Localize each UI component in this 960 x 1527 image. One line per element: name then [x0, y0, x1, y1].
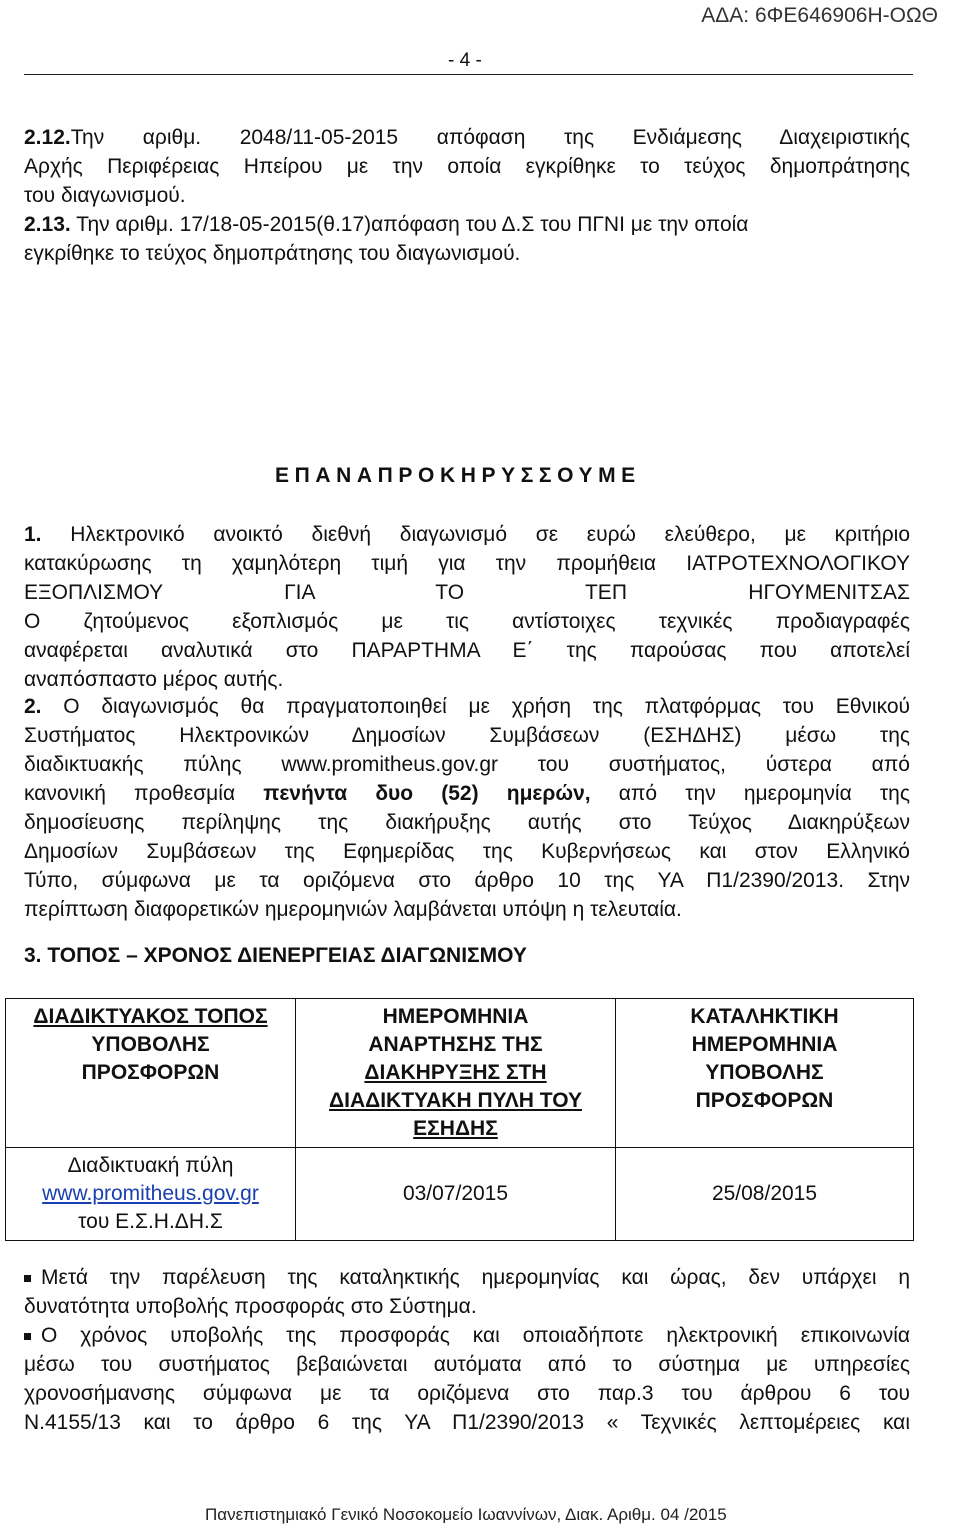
- p2-number: 2.: [24, 695, 42, 718]
- promitheus-link[interactable]: www.promitheus.gov.gr: [42, 1182, 259, 1205]
- header-deadline-line-2: ΗΜΕΡΟΜΗΝΙΑ: [691, 1033, 838, 1056]
- bullet-2-line-1: [24, 1321, 910, 1350]
- value-cell-deadline: 25/08/2015: [616, 1148, 914, 1241]
- p1-number: 1.: [24, 523, 42, 546]
- value-cell-site: [6, 1148, 296, 1241]
- p2-line-7: Τύπο, σύμφωνα με τα οριζόμενα στο άρθρο 10 της ΥΑ Π1/2390/2013. Στην: [24, 869, 910, 892]
- header-posting-line-2: ΑΝΑΡΤΗΣΗΣ ΤΗΣ: [368, 1033, 543, 1056]
- p2-text-4c: από την ημερομηνία της: [590, 782, 910, 805]
- header-deadline-line-3: ΥΠΟΒΟΛΗΣ: [705, 1061, 824, 1084]
- header-site-rest: ΥΠΟΒΟΛΗΣ ΠΡΟΣΦΟΡΩΝ: [81, 1033, 220, 1084]
- section-3-title: 3. ΤΟΠΟΣ – ΧΡΟΝΟΣ ΔΙΕΝΕΡΓΕΙΑΣ ΔΙΑΓΩΝΙΣΜΟΥ: [24, 944, 527, 967]
- p2-line-4: [24, 779, 910, 808]
- p2-deadline-bold: πενήντα δυο (52) ημερών,: [263, 782, 591, 805]
- bullet-2-line-2: μέσω του συστήματος βεβαιώνεται αυτόματα από το σύστημα με υπηρεσίες: [24, 1353, 910, 1376]
- header-site-underlined: ΔΙΑΔΙΚΤΥΑΚΟΣ ΤΟΠΟΣ: [33, 1005, 268, 1028]
- ref-2-13-text-1: Την αριθμ. 17/18-05-2015(θ.17)απόφαση του Δ.Σ του ΠΓΝΙ με την οποία: [70, 213, 749, 236]
- header-cell-posting-date: [296, 999, 616, 1148]
- p1-text-1: Ηλεκτρονικό ανοικτό διεθνή διαγωνισμό σε ευρώ ελεύθερο, με κριτήριο: [41, 523, 910, 546]
- paragraph-1: [24, 520, 910, 694]
- table-value-row: [6, 1148, 914, 1241]
- p1-line-5: αναφέρεται αναλυτικά στο ΠΑΡΑΡΤΗΜΑ Ε΄ της παρούσας που αποτελεί: [24, 639, 910, 662]
- bullet-2-text-1: Ο χρόνος υποβολής της προσφοράς και οποιαδήποτε ηλεκτρονική επικοινωνία: [41, 1324, 910, 1347]
- bullet-list: [24, 1263, 910, 1437]
- p2-line-3: διαδικτυακής πύλης www.promitheus.gov.gr του συστήματος, ύστερα από: [24, 753, 910, 776]
- submission-table: [5, 998, 914, 1241]
- table-header-row: [6, 999, 914, 1148]
- header-posting-line-3: ΔΙΑΚΗΡΥΞΗΣ ΣΤΗ: [364, 1061, 547, 1084]
- p2-line-2: Συστήματος Ηλεκτρονικών Δημοσίων Συμβάσεων (ΕΣΗΔΗΣ) μέσω της: [24, 724, 910, 747]
- bullet-1-line-1: [24, 1263, 910, 1292]
- header-posting-line-5: ΕΣΗΔΗΣ: [413, 1117, 498, 1140]
- references-block: [24, 123, 910, 268]
- value-site-line-1: Διαδικτυακή πύλη: [67, 1154, 234, 1177]
- bullet-1-text-1: Μετά την παρέλευση της καταληκτικής ημερομηνίας και ώρας, δεν υπάρχει η: [41, 1266, 910, 1289]
- header-deadline-line-4: ΠΡΟΣΦΟΡΩΝ: [695, 1089, 834, 1112]
- header-posting-line-4: ΔΙΑΔΙΚΤΥΑΚΗ ΠΥΛΗ ΤΟΥ: [329, 1089, 582, 1112]
- bullet-2-line-3: χρονοσήμανσης σύμφωνα με τα οριζόμενα στο παρ.3 του άρθρου 6 του: [24, 1382, 910, 1405]
- p2-line-1: [24, 692, 910, 721]
- header-cell-site: [6, 999, 296, 1148]
- p1-line-4: Ο ζητούμενος εξοπλισμός με τις αντίστοιχες τεχνικές προδιαγραφές: [24, 610, 910, 633]
- ref-2-12-text-1: Την αριθμ. 2048/11-05-2015 απόφαση της Ενδιάμεσης Διαχειριστικής: [70, 126, 910, 149]
- paragraph-2: [24, 692, 910, 924]
- p2-line-8: περίπτωση διαφορετικών ημερομηνιών λαμβάνεται υπόψη η τελευταία.: [24, 898, 682, 921]
- p2-line-6: Δημοσίων Συμβάσεων της Εφημερίδας της Κυβερνήσεως και στον Ελληνικό: [24, 840, 910, 863]
- p1-line-6: αναπόσπαστο μέρος αυτής.: [24, 668, 284, 691]
- p2-text-1: Ο διαγωνισμός θα πραγματοποιηθεί με χρήση της πλατφόρμας του Εθνικού: [41, 695, 910, 718]
- header-rule: [24, 74, 913, 75]
- p1-line-1: [24, 520, 910, 549]
- header-cell-deadline: [616, 999, 914, 1148]
- ref-2-12-number: 2.12.: [24, 126, 71, 149]
- value-site-line-3: του Ε.Σ.Η.ΔΗ.Σ: [78, 1210, 223, 1233]
- p1-line-2: κατακύρωσης τη χαμηλότερη τιμή για την προμήθεια ΙΑΤΡΟΤΕΧΝΟΛΟΓΙΚΟΥ: [24, 552, 910, 575]
- ref-2-12-line-2: Αρχής Περιφέρειας Ηπείρου με την οποία εγκρίθηκε το τεύχος δημοπράτησης: [24, 155, 910, 178]
- bullet-1-line-2: δυνατότητα υποβολής προσφοράς στο Σύστημα.: [24, 1295, 477, 1318]
- header-posting-line-1: ΗΜΕΡΟΜΗΝΙΑ: [382, 1005, 529, 1028]
- square-bullet-icon: [24, 1275, 31, 1282]
- ref-2-13-number: 2.13.: [24, 213, 71, 236]
- ref-2-13-line-1: [24, 210, 910, 239]
- header-deadline-line-1: ΚΑΤΑΛΗΚΤΙΚΗ: [690, 1005, 839, 1028]
- p1-line-3: ΕΞΟΠΛΙΣΜΟΥ ΓΙΑ ΤΟ ΤΕΠ ΗΓΟΥΜΕΝΙΤΣΑΣ: [24, 581, 910, 604]
- ref-2-12-line-1: [24, 123, 910, 152]
- page-number: - 4 -: [448, 50, 482, 71]
- square-bullet-icon: [24, 1333, 31, 1340]
- bullet-2-line-4: Ν.4155/13 και το άρθρο 6 της ΥΑ Π1/2390/2013 « Τεχνικές λεπτομέρειες και: [24, 1411, 910, 1434]
- value-cell-posting-date: 03/07/2015: [296, 1148, 616, 1241]
- page-footer: Πανεπιστημιακό Γενικό Νοσοκομείο Ιωαννίνων, Διακ. Αριθμ. 04 /2015: [205, 1505, 727, 1524]
- p2-text-4a: κανονική προθεσμία: [24, 782, 264, 805]
- ada-code: ΑΔΑ: 6ΦΕ646906Η-ΟΩΘ: [701, 4, 938, 27]
- p2-line-5: δημοσίευσης περίληψης της διακήρυξης αυτής στο Τεύχος Διακηρύξεων: [24, 811, 910, 834]
- ref-2-13-line-2: εγκρίθηκε το τεύχος δημοπράτησης του διαγωνισμού.: [24, 242, 521, 265]
- main-heading: ΕΠΑΝΑΠΡΟΚΗΡΥΣΣΟΥΜΕ: [275, 464, 641, 487]
- ref-2-12-line-3: του διαγωνισμού.: [24, 184, 186, 207]
